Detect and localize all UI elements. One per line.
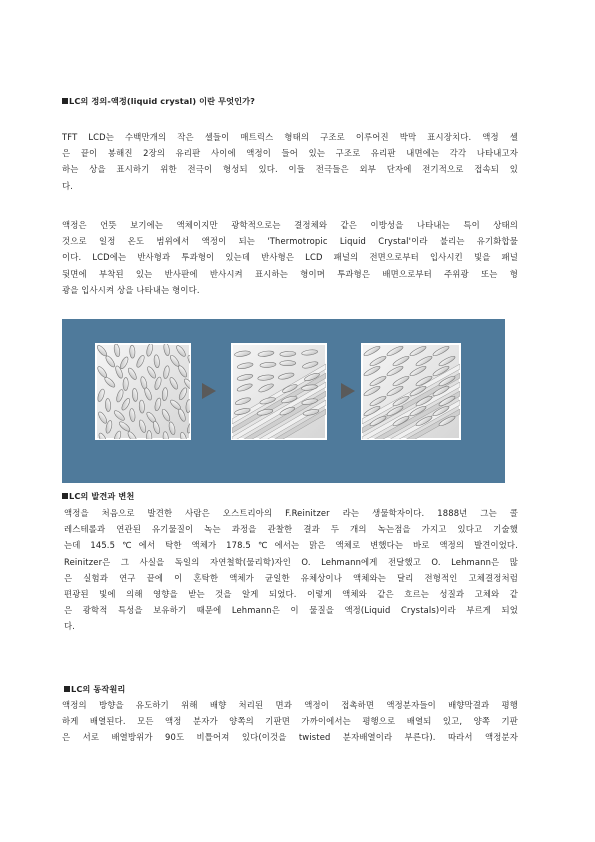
section-heading-discovery (62, 491, 134, 502)
text-line: TFT LCD는 수백만개의 작은 셀들이 매트릭스 형태의 구조로 이루어진 박막 표시장치다. 액정 셀 (62, 132, 518, 142)
molecule-shape (123, 377, 129, 390)
partial-alignment-panel (232, 344, 326, 469)
alignment-illustration (62, 319, 505, 483)
text-line: 다. (64, 621, 76, 632)
aligned-panel (362, 344, 460, 469)
text-line: 뒷면에 부착된 있는 반사판에 반사시켜 표시하는 형이며 투과형은 배면으로부터 주위광 또는 형 (62, 268, 518, 279)
molecule-shape (129, 345, 135, 358)
text-line: 하는 상을 표시하기 위한 전극이 형성되 있다. 이들 전극들은 외부 단자에 전기적으로 접속되 있 (62, 164, 518, 175)
heading-text: LC의 동작원리 (71, 684, 126, 694)
molecule-shape (280, 361, 296, 366)
paragraph-operating-principle (62, 697, 518, 746)
text-line: 다. (62, 180, 74, 191)
paragraph-discovery (64, 505, 518, 635)
text-line: 액정은 언뜻 보기에는 액체이지만 광학적으로는 결정체와 같은 이방성을 나타내는 특이 상태의 (62, 220, 518, 230)
paragraph-liquid-crystal (62, 217, 518, 298)
bullet-square-icon (62, 98, 68, 104)
arrow-right-icon (341, 383, 355, 399)
text-line: 액정을 처음으로 발견한 사람은 오스트리아의 F.Reinitzer 라는 생물학자이다. 1888년 그는 콜 (64, 508, 518, 518)
text-line: 은 광학적 특성을 보유하기 때문에 Lehmann은 이 물질을 액정(Liquid Crystals)이라 부르게 되었 (64, 605, 518, 616)
text-line: 은 실험과 연구 끝에 이 혼탁한 액체가 균일한 유체상이나 액체와는 달리 전형적인 고체결정처럼 (64, 572, 518, 583)
text-line: 은 끝이 봉해진 2장의 유리판 사이에 액정이 들어 있는 구조로 유리판 내면에는 각각 나타내고자 (62, 148, 518, 159)
bullet-square-icon (64, 686, 70, 692)
text-line: 이다. LCD에는 반사형과 투과형이 있는데 반사형은 LCD 패널의 전면으로부터 입사시킨 빛을 패널 (62, 252, 518, 263)
text-line: Reinitzer은 그 사실을 독일의 자연철학(물리학)자인 O. Lehmann에게 전달했고 O. Lehmann은 많 (64, 556, 518, 567)
text-line: 은 서로 배열방위가 90도 비틀어져 있다(이것을 twisted 분자배열이라 부른다). 따라서 액정분자 (62, 732, 518, 743)
molecule-shape (105, 398, 111, 411)
section-heading-operating-principle (64, 684, 125, 695)
text-line: 것으로 일정 온도 범위에서 액정이 되는 'Thermotropic Liquid Crystal'이라 불리는 유기화합물 (62, 236, 518, 247)
text-line: 편광된 빛에 의해 영향을 받는 것을 알게 되었다. 이렇게 액체와 같은 흐르는 성질과 고체와 같 (64, 589, 518, 600)
heading-text: LC의 발견과 변천 (69, 491, 135, 501)
text-line: 하게 배열된다. 모든 액정 분자가 양쪽의 기판면 가까이에서는 평행으로 배열되 있고, 양쪽 기판 (62, 716, 518, 727)
liquid-crystal-alignment-figure (62, 319, 505, 483)
arrow-right-icon (202, 383, 216, 399)
text-line: 레스테롤과 연관된 유기물질이 녹는 과정을 관찰한 결과 두 개의 녹는점을 가지고 있다고 기술했 (64, 524, 518, 535)
heading-text: LC의 정의-액정(liquid crystal) 이란 무엇인가? (69, 96, 255, 106)
paragraph-tft-lcd (62, 129, 518, 194)
random-orientation-panel (96, 342, 198, 445)
text-line: 광을 입사시켜 상을 나타내는 형이다. (62, 284, 200, 295)
text-line: 액정의 방향을 유도하기 위해 배향 처리된 면과 액정이 접촉하면 액정분자들이 배향막결과 평행 (62, 700, 518, 710)
molecule-shape (146, 431, 152, 444)
bullet-square-icon (62, 493, 68, 499)
section-heading-definition (62, 96, 255, 107)
molecule-shape (139, 400, 145, 413)
text-line: 는데 145.5℃에서 탁한 액체가 178.5℃에서는 맑은 액체로 변했다는 바로 액정의 발견이었다. (64, 540, 518, 551)
